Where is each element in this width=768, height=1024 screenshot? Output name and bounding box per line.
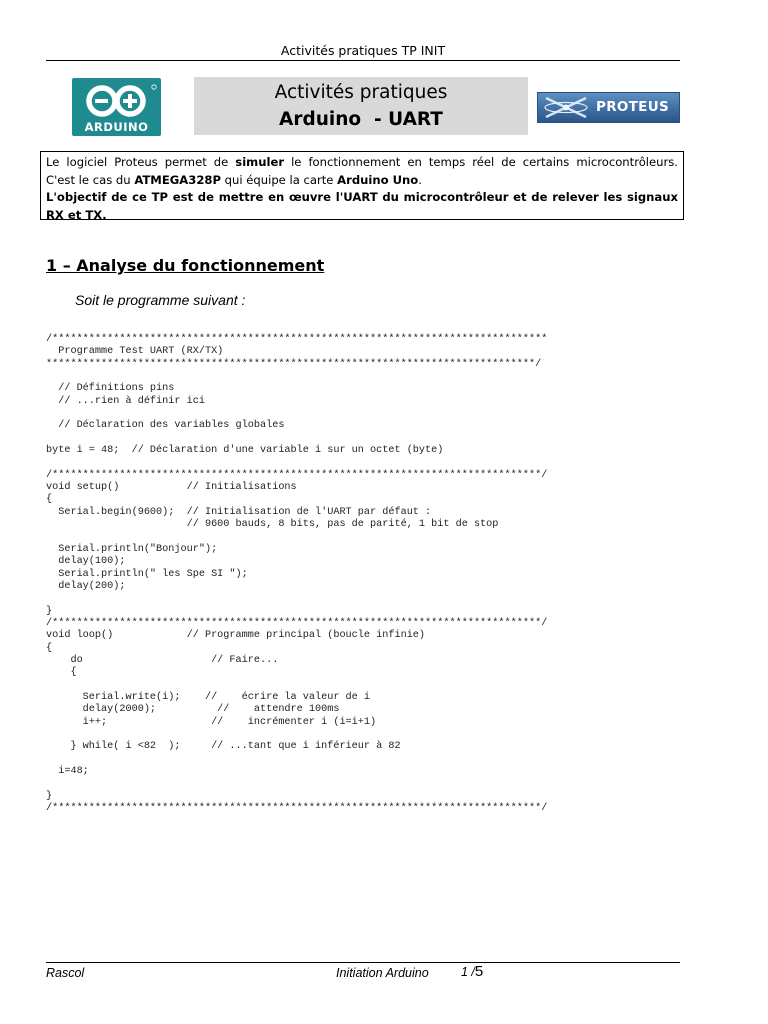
code-line: { <box>46 667 77 679</box>
code-line: // ...rien à définir ici <box>46 395 205 407</box>
code-line: /********************************************************************************/ <box>46 617 548 629</box>
code-line <box>46 371 547 383</box>
title-box <box>194 77 528 135</box>
code-line: i=48; <box>46 766 89 778</box>
code-line: { <box>46 494 53 506</box>
intro-line-2-run: C'est le cas du <box>46 172 135 187</box>
code-listing <box>46 334 547 815</box>
code-line <box>46 457 547 469</box>
code-line: ********************************************************************************/ <box>46 358 542 370</box>
header-divider <box>46 60 680 61</box>
proteus-emblem-icon <box>540 94 594 121</box>
intro-line-1-run: le fonctionnement en temps réel de certains microcontrôleurs. <box>284 155 678 169</box>
page-header: Activités pratiques TP INIT <box>280 43 446 58</box>
intro-line-2-run: ATMEGA328P <box>134 172 221 187</box>
code-line <box>46 408 547 420</box>
arduino-logo <box>72 78 161 136</box>
title-line-2: Arduino - UART <box>279 109 443 130</box>
intro-line-2-text <box>46 173 422 187</box>
code-line: Programme Test UART (RX/TX) <box>46 346 224 358</box>
code-line: void setup() // Initialisations <box>46 482 297 494</box>
code-line: /********************************************************************************* <box>46 334 548 345</box>
code-line: /********************************************************************************/ <box>46 469 548 481</box>
footer-page-number <box>461 963 483 980</box>
code-line <box>46 532 547 544</box>
proteus-logo <box>537 92 680 123</box>
intro-line-2-run: . <box>418 172 422 187</box>
footer-page-total: 5 <box>474 963 484 980</box>
code-line <box>46 593 547 605</box>
code-line: } while( i <82 ); // ...tant que i inférieur à 82 <box>46 741 401 753</box>
footer-doc-title: Initiation Arduino <box>336 966 429 980</box>
code-line: { <box>46 642 53 654</box>
code-line: delay(100); <box>46 556 126 568</box>
code-line: Serial.begin(9600); // Initialisation de l'UART par défaut : <box>46 506 432 518</box>
intro-line-1-run: Le logiciel Proteus permet de <box>46 155 236 169</box>
code-line <box>46 729 547 741</box>
code-line: // 9600 bauds, 8 bits, pas de parité, 1 bit de stop <box>46 519 499 531</box>
code-line: } <box>46 605 53 617</box>
lead-text: Soit le programme suivant : <box>75 292 246 308</box>
code-line: byte i = 48; // Déclaration d'une variable i sur un octet (byte) <box>46 445 444 457</box>
intro-line-2-run: qui équipe la carte <box>220 172 338 187</box>
objective-line-1: L'objectif de ce TP est de mettre en œuvre l'UART du microcontrôleur et de relever les signaux <box>46 190 678 204</box>
code-line <box>46 778 547 790</box>
code-line: Serial.println(" les Spe SI "); <box>46 568 248 580</box>
intro-line-1-text <box>46 155 678 169</box>
footer-author: Rascol <box>46 966 85 980</box>
intro-line-1 <box>46 154 678 172</box>
arduino-logo-text: ARDUINO <box>84 120 149 134</box>
intro-box <box>40 151 684 220</box>
code-line: do // Faire... <box>46 654 279 666</box>
code-line <box>46 754 547 766</box>
code-line: delay(200); <box>46 580 126 592</box>
title-line-1: Activités pratiques <box>274 82 448 103</box>
code-line: } <box>46 790 53 802</box>
footer-divider <box>46 962 680 963</box>
proteus-logo-text: PROTEUS <box>596 99 669 115</box>
code-line: Serial.println("Bonjour"); <box>46 543 218 555</box>
code-line: // Définitions pins <box>46 383 175 395</box>
intro-line-1-run: simuler <box>235 155 285 169</box>
code-line: Serial.write(i); // écrire la valeur de i <box>46 691 371 703</box>
code-line: /********************************************************************************/ <box>46 803 548 815</box>
code-line <box>46 680 547 692</box>
code-line: void loop() // Programme principal (boucle infinie) <box>46 630 426 642</box>
code-line: // Déclaration des variables globales <box>46 420 285 432</box>
code-line: delay(2000); // attendre 100ms <box>46 704 340 716</box>
objective-line-2: RX et TX. <box>46 207 107 222</box>
footer-page-current: 1 / <box>461 965 475 979</box>
intro-line-2 <box>46 172 678 190</box>
section-title: 1 – Analyse du fonctionnement <box>46 256 325 275</box>
infinity-icon <box>72 78 161 122</box>
code-line <box>46 433 547 445</box>
code-line: i++; // incrémenter i (i=i+1) <box>46 716 377 728</box>
intro-line-2-run: Arduino Uno <box>337 172 419 187</box>
